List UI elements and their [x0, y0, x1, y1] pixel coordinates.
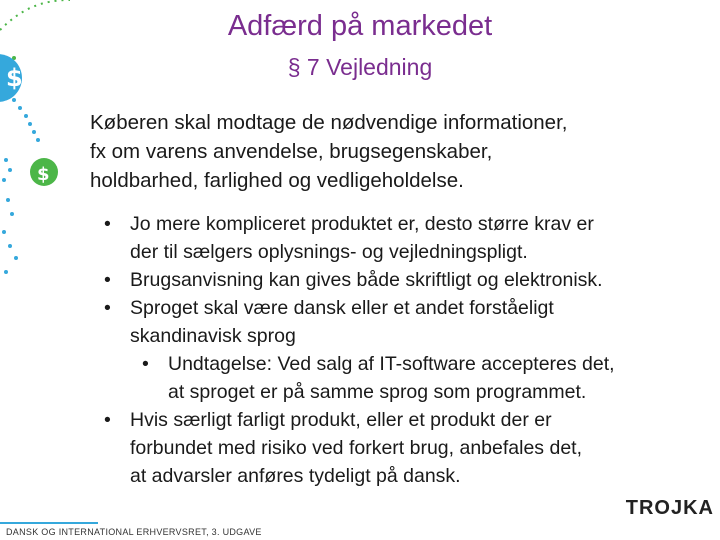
- bullet-text-line: skandinavisk sprog: [130, 325, 296, 347]
- bullet-text-line: Jo mere kompliceret produktet er, desto større krav er: [130, 213, 594, 235]
- bullet-marker: •: [142, 353, 149, 375]
- bullet-text-line: at advarsler anføres tydeligt på dansk.: [130, 465, 461, 487]
- bullet-marker: •: [104, 409, 111, 431]
- bullet-marker: •: [104, 269, 111, 291]
- bullet-text-line: at sproget er på samme sprog som programmet.: [168, 381, 587, 403]
- svg-text:$: $: [37, 164, 50, 185]
- footer-accent-line: [0, 522, 98, 524]
- sub-bullet-item: [102, 350, 717, 406]
- bullet-text-line: forbundet med risiko ved forkert brug, anbefales det,: [130, 437, 583, 459]
- svg-text:$: $: [6, 64, 23, 92]
- intro-paragraph: [90, 108, 715, 195]
- bullet-text-line: Brugsanvisning kan gives både skriftligt og elektronisk.: [130, 269, 603, 291]
- bullet-list: [102, 210, 717, 490]
- bullet-item: [102, 294, 717, 350]
- publisher-logo: TROJKA: [625, 497, 714, 519]
- footer-text: DANSK OG INTERNATIONAL ERHVERVSRET, 3. UDGAVE: [6, 527, 262, 537]
- bullet-item: [102, 210, 717, 266]
- intro-line: fx om varens anvendelse, brugsegenskaber,: [90, 140, 493, 163]
- bullet-marker: •: [104, 213, 111, 235]
- bullet-text-line: Sproget skal være dansk eller et andet forståeligt: [130, 297, 554, 319]
- bullet-item: [102, 406, 717, 490]
- bullet-text-line: Hvis særligt farligt produkt, eller et produkt der er: [130, 409, 552, 431]
- intro-line: Køberen skal modtage de nødvendige informationer,: [90, 111, 568, 134]
- bullet-text-line: der til sælgers oplysnings- og vejledningspligt.: [130, 241, 528, 263]
- intro-line: holdbarhed, farlighed og vedligeholdelse.: [90, 169, 464, 192]
- slide-title: Adfærd på markedet: [227, 10, 493, 42]
- bullet-marker: •: [104, 297, 111, 319]
- bullet-text-line: Undtagelse: Ved salg af IT-software accepteres det,: [168, 353, 615, 375]
- slide-subtitle: § 7 Vejledning: [287, 54, 433, 80]
- bullet-item: [102, 266, 717, 294]
